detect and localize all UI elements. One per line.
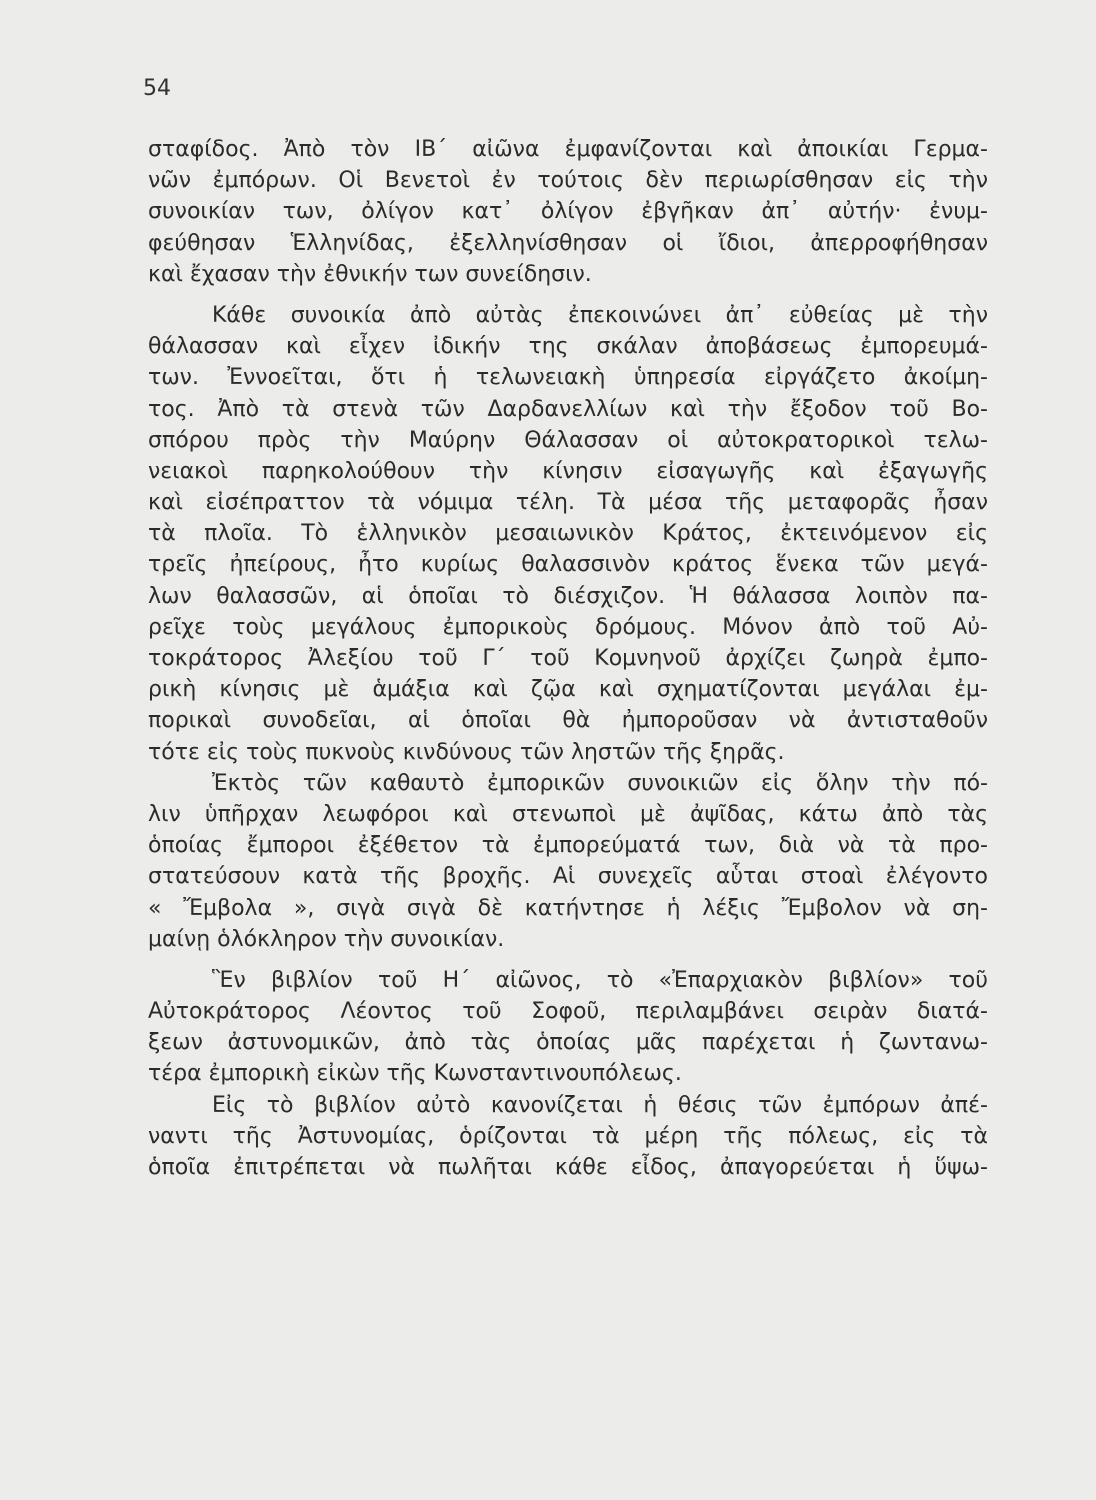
text-line: καὶ εἰσέπραττον τὰ νόμιμα τέλη. Τὰ μέσα τῆς μεταφορᾶς ἦσαν [148,490,988,516]
paragraph-5 [148,1090,988,1184]
text-line: σπόρου πρὸς τὴν Μαύρην Θάλασσαν οἱ αὐτοκρατορικοὶ τελω- [148,427,988,453]
text-line: λιν ὑπῆρχαν λεωφόροι καὶ στενωποὶ μὲ ἀψῖδας, κάτω ἀπὸ τὰς [148,801,988,827]
text-line: ρικὴ κίνησις μὲ ἁμάξια καὶ ζῷα καὶ σχηματίζονται μεγάλαι ἐμ- [148,677,988,703]
text-line: Κάθε συνοικία ἀπὸ αὐτὰς ἐπεκοινώνει ἀπ᾿ εὐθείας μὲ τὴν [212,302,988,328]
paragraph-3 [148,768,988,955]
text-line: σταφίδος. Ἀπὸ τὸν ΙΒ΄ αἰῶνα ἐμφανίζονται καὶ ἀποικίαι Γερμα- [148,137,988,162]
text-line: νῶν ἐμπόρων. Οἱ Βενετοὶ ἐν τούτοις δὲν περιωρίσθησαν εἰς τὴν [148,168,988,194]
text-line: ρεῖχε τοὺς μεγάλους ἐμπορικοὺς δρόμους. Μόνον ἀπὸ τοῦ Αὐ- [148,614,988,640]
page-number: 54 [143,76,171,101]
text-line: τέρα ἐμπορικὴ εἰκὼν τῆς Κωνσταντινουπόλεως. [148,1061,682,1087]
body-text [148,134,988,1183]
text-line: φεύθησαν Ἑλληνίδας, ἐξελληνίσθησαν οἱ ἴδιοι, ἀπερροφήθησαν [148,230,988,256]
paragraph-1 [148,134,988,290]
text-line: πορικαὶ συνοδεῖαι, αἱ ὁποῖαι θὰ ἠμποροῦσαν νὰ ἀντισταθοῦν [148,708,988,734]
paragraph-4 [148,965,988,1090]
text-line: τὰ πλοῖα. Τὸ ἑλληνικὸν μεσαιωνικὸν Κράτος, ἐκτεινόμενον εἰς [148,521,988,547]
text-line: καὶ ἔχασαν τὴν ἐθνικήν των συνείδησιν. [148,261,592,287]
text-line: τοκράτορος Ἀλεξίου τοῦ Γ΄ τοῦ Κομνηνοῦ ἀρχίζει ζωηρὰ ἐμπο- [148,646,988,671]
text-line: Ἓν βιβλίον τοῦ Η΄ αἰῶνος, τὸ «Ἐπαρχιακὸν βιβλίον» τοῦ [212,967,988,993]
text-line: λων θαλασσῶν, αἱ ὁποῖαι τὸ διέσχιζον. Ἡ θάλασσα λοιπὸν πα- [148,583,988,609]
text-line: θάλασσαν καὶ εἶχεν ἰδικήν της σκάλαν ἀποβάσεως ἐμπορευμά- [148,334,988,360]
text-line: νειακοὶ παρηκολούθουν τὴν κίνησιν εἰσαγωγῆς καὶ ἐξαγωγῆς [148,458,988,484]
text-line: « Ἔμβολα », σιγὰ σιγὰ δὲ κατήντησε ἡ λέξις Ἔμβολον νὰ ση- [148,895,988,921]
text-line: ξεων ἀστυνομικῶν, ἀπὸ τὰς ὁποίας μᾶς παρέχεται ἡ ζωντανω- [148,1030,988,1056]
text-line: των. Ἐννοεῖται, ὅτι ἡ τελωνειακὴ ὑπηρεσία εἰργάζετο ἀκοίμη- [148,365,988,391]
text-line: Αὐτοκράτορος Λέοντος τοῦ Σοφοῦ, περιλαμβάνει σειρὰν διατά- [148,999,988,1025]
text-line: Εἰς τὸ βιβλίον αὐτὸ κανονίζεται ἡ θέσις τῶν ἐμπόρων ἀπέ- [212,1092,988,1118]
text-line: Ἐκτὸς τῶν καθαυτὸ ἐμπορικῶν συνοικιῶν εἰς ὅλην τὴν πό- [212,770,988,796]
text-line: τότε εἰς τοὺς πυκνοὺς κινδύνους τῶν ληστῶν τῆς ξηρᾶς. [148,739,785,765]
text-line: τρεῖς ἠπείρους, ἦτο κυρίως θαλασσινὸν κράτος ἕνεκα τῶν μεγά- [148,552,988,578]
text-line: τος. Ἀπὸ τὰ στενὰ τῶν Δαρδανελλίων καὶ τὴν ἔξοδον τοῦ Βο- [148,396,988,422]
text-line: συνοικίαν των, ὀλίγον κατ᾿ ὀλίγον ἐβγῆκαν ἀπ᾿ αὐτήν· ἐνυμ- [148,199,988,225]
text-line: ναντι τῆς Ἀστυνομίας, ὁρίζονται τὰ μέρη τῆς πόλεως, εἰς τὰ [148,1123,988,1149]
text-line: μαίνῃ ὁλόκληρον τὴν συνοικίαν. [148,926,505,952]
text-line: ὁποῖα ἐπιτρέπεται νὰ πωλῆται κάθε εἶδος, ἀπαγορεύεται ἡ ὕψω- [148,1155,988,1180]
paragraph-2 [148,300,988,768]
text-line: ὁποίας ἔμποροι ἐξέθετον τὰ ἐμπορεύματά των, διὰ νὰ τὰ προ- [148,833,988,859]
text-line: στατεύσουν κατὰ τῆς βροχῆς. Αἱ συνεχεῖς αὗται στοαὶ ἐλέγοντο [148,864,988,890]
